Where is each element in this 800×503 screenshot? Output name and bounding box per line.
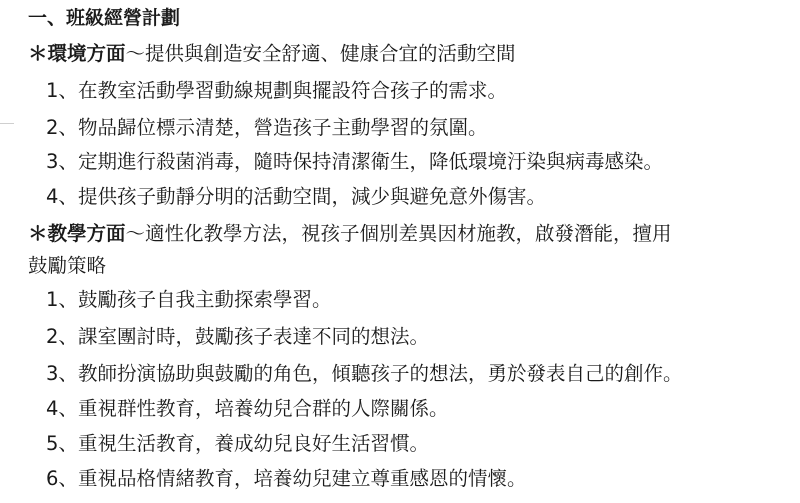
list-item [46,116,487,140]
tilde: ～ [125,222,146,245]
teaching-section-title [28,222,672,246]
item-separator: 、 [58,79,78,102]
item-number: 6 [46,467,59,490]
list-item [46,325,429,349]
tilde: ～ [125,42,146,65]
list-item [46,467,526,491]
item-text: 教師扮演協助與鼓勵的角色，傾聽孩子的想法，勇於發表自己的創作。 [77,362,683,385]
list-item [46,362,682,386]
list-item [46,150,663,174]
item-text: 定期進行殺菌消毒，隨時保持清潔衛生，降低環境汙染與病毒感染。 [77,150,663,173]
item-text: 課室團討時，鼓勵孩子表達不同的想法。 [77,325,429,348]
environment-section-title [28,42,516,66]
item-text: 鼓勵孩子自我主動探索學習。 [77,288,332,311]
star-bullet: ＊ [28,42,48,65]
item-separator: 、 [58,185,78,208]
item-separator: 、 [58,325,78,348]
list-item [46,79,507,103]
item-number: 1 [46,79,59,102]
item-number: 2 [46,325,59,348]
item-text: 重視生活教育，養成幼兒良好生活習慣。 [77,432,429,455]
item-number: 3 [46,150,59,173]
item-number: 1 [46,288,59,311]
item-separator: 、 [58,397,78,420]
item-separator: 、 [58,362,78,385]
list-item [46,397,448,421]
item-text: 重視群性教育，培養幼兒合群的人際關係。 [77,397,449,420]
section-heading: 一、班級經營計劃 [28,7,181,29]
item-text: 物品歸位標示清楚，營造孩子主動學習的氛圍。 [77,116,488,139]
item-number: 4 [46,397,59,420]
item-separator: 、 [58,432,78,455]
section-label: 環境方面 [47,42,126,65]
section-description-continued: 鼓勵策略 [28,254,107,277]
item-separator: 、 [58,467,78,490]
list-item [46,185,546,209]
margin-rule [0,123,14,124]
section-description: 適性化教學方法，視孩子個別差異因材施教，啟發潛能，擅用 [145,222,672,245]
item-text: 在教室活動學習動線規劃與擺設符合孩子的需求。 [77,79,507,102]
item-separator: 、 [58,116,78,139]
item-text: 重視品格情緒教育，培養幼兒建立尊重感恩的情懷。 [77,467,527,490]
item-number: 4 [46,185,59,208]
star-bullet: ＊ [28,222,48,245]
item-text: 提供孩子動靜分明的活動空間，減少與避免意外傷害。 [77,185,546,208]
item-number: 3 [46,362,59,385]
item-number: 5 [46,432,59,455]
list-item [46,288,331,312]
section-label: 教學方面 [47,222,126,245]
section-description: 提供與創造安全舒適、健康合宜的活動空間 [145,42,516,65]
item-separator: 、 [58,150,78,173]
item-separator: 、 [58,288,78,311]
list-item [46,432,429,456]
item-number: 2 [46,116,59,139]
